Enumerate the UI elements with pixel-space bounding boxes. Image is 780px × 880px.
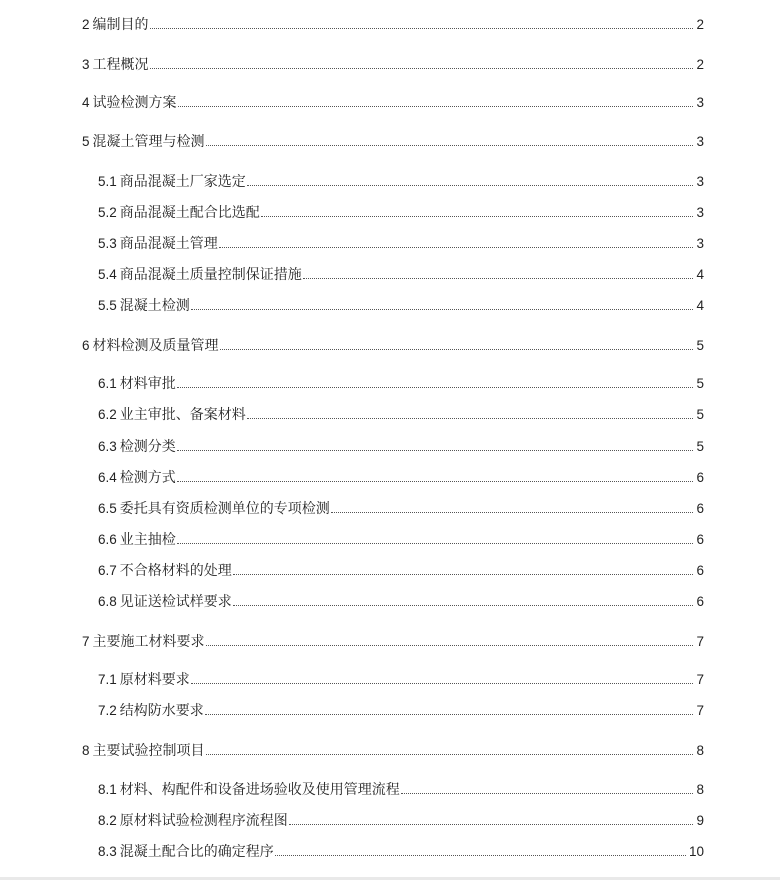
toc-number: 7	[82, 634, 90, 649]
toc-page-number: 7	[696, 672, 704, 687]
toc-number: 7.2	[98, 703, 117, 718]
toc-leader	[247, 418, 694, 419]
toc-entry[interactable]	[98, 375, 704, 393]
toc-entry[interactable]	[98, 204, 704, 222]
toc-entry[interactable]	[98, 531, 704, 549]
toc-leader	[261, 216, 694, 217]
toc-number: 5.3	[98, 236, 117, 251]
toc-number: 6.2	[98, 407, 117, 422]
toc-entry[interactable]	[98, 406, 704, 424]
toc-leader	[219, 247, 694, 248]
toc-leader	[205, 714, 694, 715]
toc-leader	[233, 605, 694, 606]
toc-number: 7.1	[98, 672, 117, 687]
toc-leader	[289, 824, 694, 825]
toc-title: 材料审批	[119, 376, 176, 392]
toc-title: 工程概况	[92, 57, 149, 73]
toc-leader	[220, 349, 694, 350]
toc-title: 混凝土管理与检测	[92, 134, 205, 150]
toc-leader	[275, 855, 686, 856]
toc-leader	[177, 481, 694, 482]
toc-title: 见证送检试样要求	[119, 594, 232, 610]
toc-number: 6.3	[98, 439, 117, 454]
toc-leader	[177, 450, 694, 451]
toc-title: 编制目的	[92, 17, 149, 33]
toc-entry[interactable]	[98, 500, 704, 518]
toc-page-number: 3	[696, 134, 704, 149]
toc-title: 商品混凝土配合比选配	[119, 205, 260, 221]
toc-page-number: 6	[696, 563, 704, 578]
toc-page-number: 5	[696, 439, 704, 454]
toc-entry[interactable]	[98, 469, 704, 487]
toc-leader	[233, 574, 694, 575]
toc-entry[interactable]	[98, 812, 704, 830]
toc-entry[interactable]	[82, 56, 704, 74]
toc-entry[interactable]	[98, 266, 704, 284]
toc-page-number: 6	[696, 532, 704, 547]
toc-entry[interactable]	[82, 742, 704, 760]
toc-entry[interactable]	[98, 297, 704, 315]
toc-leader	[191, 683, 694, 684]
toc-page-number: 3	[696, 205, 704, 220]
toc-number: 6.4	[98, 470, 117, 485]
toc-number: 6.8	[98, 594, 117, 609]
toc-title: 原材料要求	[119, 672, 190, 688]
toc-entry[interactable]	[82, 337, 704, 355]
toc-page-number: 4	[696, 267, 704, 282]
toc-entry[interactable]	[82, 94, 704, 112]
toc-page-number: 6	[696, 470, 704, 485]
toc-title: 商品混凝土管理	[119, 236, 218, 252]
toc-title: 商品混凝土厂家选定	[119, 174, 246, 190]
toc-page-number: 5	[696, 338, 704, 353]
toc-number: 8.3	[98, 844, 117, 859]
toc-leader	[177, 543, 694, 544]
toc-number: 4	[82, 95, 90, 110]
toc-page-number: 7	[696, 703, 704, 718]
toc-title: 不合格材料的处理	[119, 563, 232, 579]
toc-number: 5	[82, 134, 90, 149]
toc-leader	[206, 645, 694, 646]
toc-title: 业主抽检	[119, 532, 176, 548]
toc-number: 5.4	[98, 267, 117, 282]
toc-leader	[331, 512, 694, 513]
toc-number: 2	[82, 17, 90, 32]
toc-page-number: 8	[696, 782, 704, 797]
toc-leader	[150, 68, 694, 69]
toc-entry[interactable]	[98, 593, 704, 611]
toc-page-number: 3	[696, 95, 704, 110]
toc-entry[interactable]	[98, 843, 704, 861]
toc-page-number: 5	[696, 407, 704, 422]
toc-title: 混凝土配合比的确定程序	[119, 844, 274, 860]
toc-number: 8.1	[98, 782, 117, 797]
toc-title: 试验检测方案	[92, 95, 177, 111]
toc-page-number: 7	[696, 634, 704, 649]
toc-entry[interactable]	[98, 702, 704, 720]
toc-entry[interactable]	[82, 133, 704, 151]
toc-title: 材料、构配件和设备进场验收及使用管理流程	[119, 782, 400, 798]
toc-entry[interactable]	[82, 16, 704, 34]
toc-title: 混凝土检测	[119, 298, 190, 314]
toc-number: 8	[82, 743, 90, 758]
toc-title: 结构防水要求	[119, 703, 204, 719]
toc-title: 检测方式	[119, 470, 176, 486]
toc-title: 业主审批、备案材料	[119, 407, 246, 423]
toc-page-number: 3	[696, 236, 704, 251]
toc-page-number: 6	[696, 594, 704, 609]
toc-leader	[177, 387, 694, 388]
toc-title: 主要施工材料要求	[92, 634, 205, 650]
toc-number: 6.1	[98, 376, 117, 391]
toc-number: 6.6	[98, 532, 117, 547]
toc-entry[interactable]	[98, 235, 704, 253]
toc-page-number: 9	[696, 813, 704, 828]
toc-entry[interactable]	[98, 438, 704, 456]
toc-leader	[206, 145, 694, 146]
toc-page-number: 10	[688, 844, 704, 859]
toc-leader	[178, 106, 694, 107]
toc-page-number: 2	[696, 57, 704, 72]
toc-number: 6	[82, 338, 90, 353]
toc-leader	[150, 28, 694, 29]
toc-number: 5.5	[98, 298, 117, 313]
toc-number: 6.7	[98, 563, 117, 578]
toc-title: 主要试验控制项目	[92, 743, 205, 759]
toc-title: 材料检测及质量管理	[92, 338, 219, 354]
toc-number: 8.2	[98, 813, 117, 828]
toc-page-number: 4	[696, 298, 704, 313]
toc-leader	[247, 185, 694, 186]
toc-number: 5.2	[98, 205, 117, 220]
toc-title: 商品混凝土质量控制保证措施	[119, 267, 302, 283]
toc-entry[interactable]	[98, 781, 704, 799]
toc-number: 3	[82, 57, 90, 72]
toc-number: 5.1	[98, 174, 117, 189]
toc-entry[interactable]	[82, 633, 704, 651]
toc-leader	[206, 754, 694, 755]
toc-page-number: 8	[696, 743, 704, 758]
toc-number: 6.5	[98, 501, 117, 516]
toc-entry[interactable]	[98, 562, 704, 580]
toc-title: 原材料试验检测程序流程图	[119, 813, 288, 829]
toc-entry[interactable]	[98, 173, 704, 191]
toc-entry[interactable]	[98, 671, 704, 689]
toc-leader	[303, 278, 694, 279]
toc-page-number: 3	[696, 174, 704, 189]
toc-page-number: 5	[696, 376, 704, 391]
toc-page-number: 2	[696, 17, 704, 32]
toc-title: 检测分类	[119, 439, 176, 455]
toc-page-number: 6	[696, 501, 704, 516]
toc-leader	[191, 309, 694, 310]
toc-leader	[401, 793, 694, 794]
toc-title: 委托具有资质检测单位的专项检测	[119, 501, 330, 517]
